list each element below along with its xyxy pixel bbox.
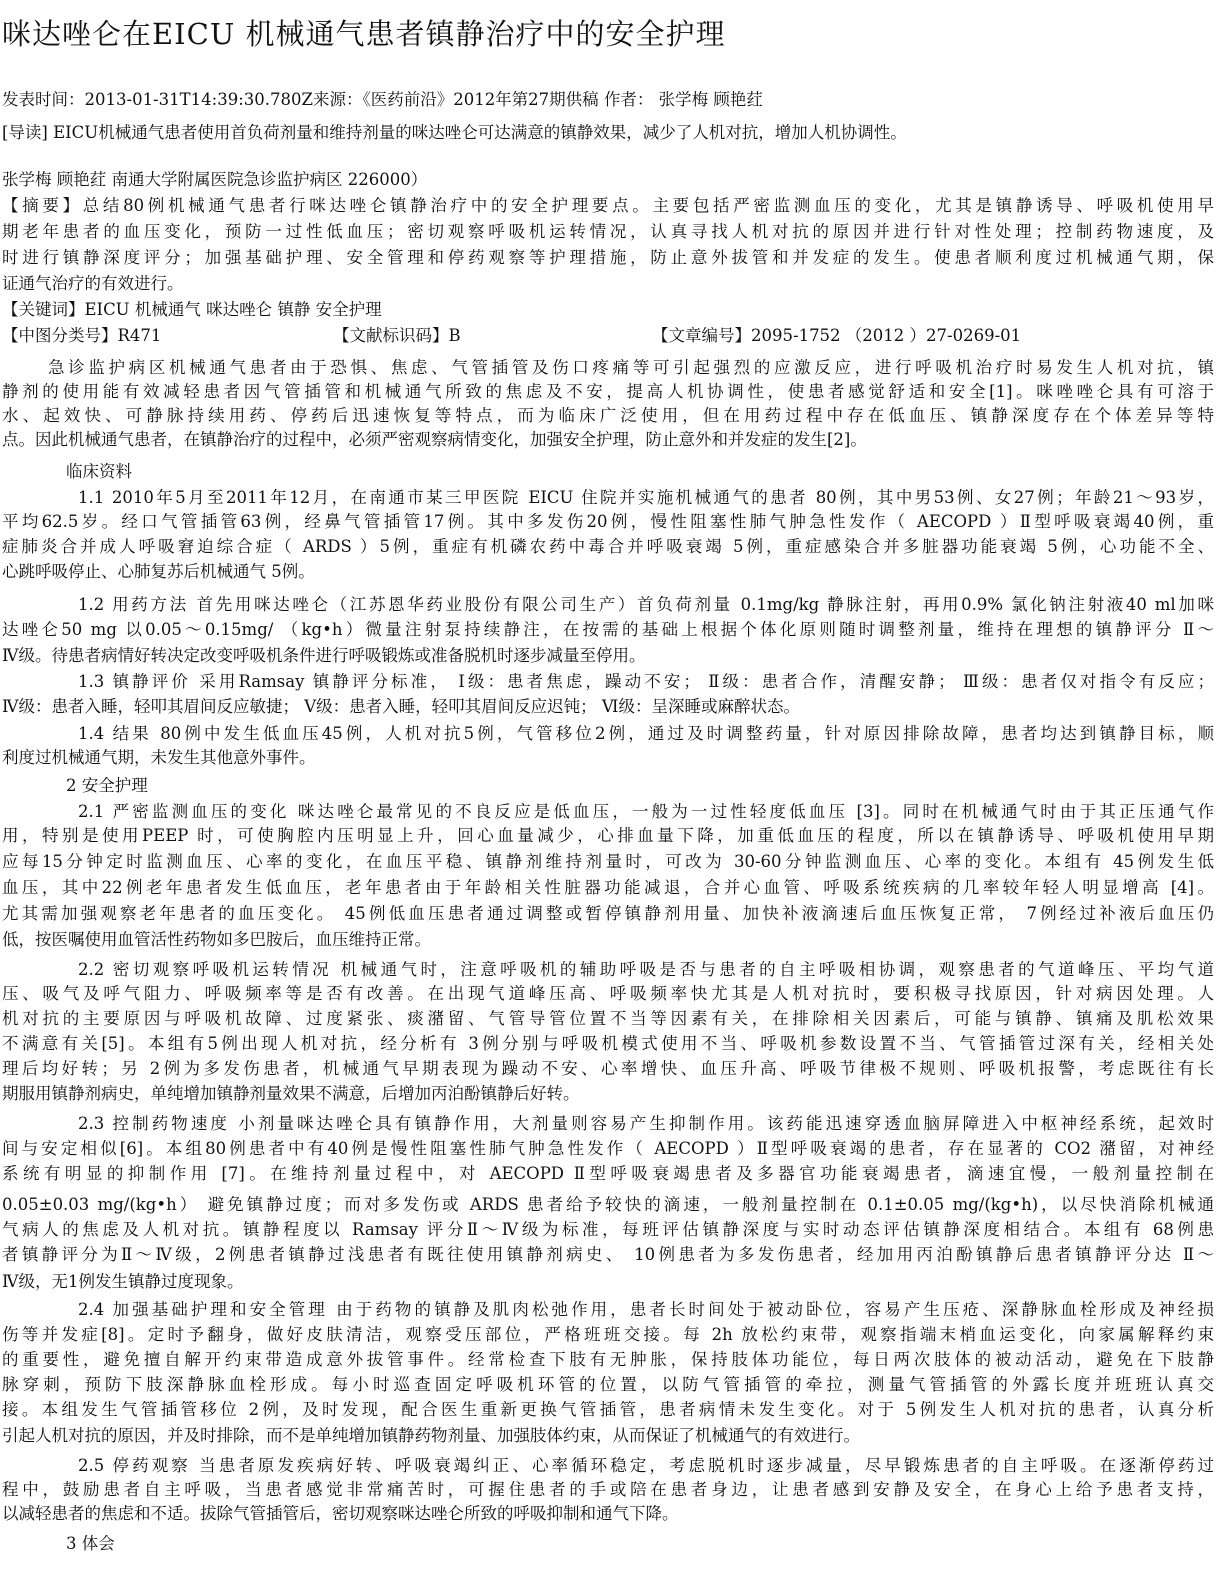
paragraph-line: 低，按医嘱使用血管活性药物如多巴胺后，血压维持正常。	[2, 930, 431, 949]
paragraph-line: 2.4 加强基础护理和安全管理 由于药物的镇静及肌肉松弛作用，患者长时间处于被动卧位，容易产生压疮、深静脉血栓形成及神经损	[78, 1300, 1214, 1319]
article-number: 【文章编号】2095-1752 （2012 ）27-0269-01	[652, 326, 1022, 345]
paragraph-line: 期服用镇静剂病史，单纯增加镇静剂量效果不满意，后增加丙泊酚镇静后好转。	[2, 1084, 580, 1103]
document-code: 【文献标识码】B	[333, 326, 461, 345]
paragraph-line: 尤其需加强观察老年患者的血压变化。 45例低血压患者通过调整或暂停镇静剂用量、加快补液滴速后血压恢复正常， 7例经过补液后血压仍	[2, 904, 1214, 923]
keywords: 【关键词】EICU 机械通气 咪达唑仑 镇静 安全护理	[2, 300, 382, 319]
paragraph-line: 利度过机械通气期，未发生其他意外事件。	[2, 748, 316, 767]
paragraph-line: 压、吸气及呼气阻力、呼吸频率等是否有改善。在出现气道峰压高、呼吸频率快尤其是人机对抗时，要积极寻找原因，针对病因处理。人	[2, 984, 1214, 1003]
paragraph-line: 系统有明显的抑制作用 [7]。在维持剂量过程中，对 AECOPD Ⅱ型呼吸衰竭患者及多器官功能衰竭患者，滴速宜慢，一般剂量控制在	[2, 1164, 1214, 1183]
abstract-line: 时进行镇静深度评分；加强基础护理、安全管理和停药观察等护理措施，防止意外拔管和并发症的发生。使患者顺利度过机械通气期，保	[2, 248, 1214, 267]
paragraph-line: 1.2 用药方法 首先用咪达唑仑（江苏恩华药业股份有限公司生产）首负荷剂量 0.1mg/kg 静脉注射，再用0.9% 氯化钠注射液40 ml加咪	[78, 595, 1214, 614]
intro-line: 水、起效快、可静脉持续用药、停药后迅速恢复等特点，而为临床广泛使用，但在用药过程中存在低血压、镇静深度存在个体差异等特	[2, 406, 1214, 425]
abstract-line: 【摘要】总结80例机械通气患者行咪达唑仑镇静治疗中的安全护理要点。主要包括严密监测血压的变化，尤其是镇静诱导、呼吸机使用早	[2, 196, 1214, 215]
abstract-line: 期老年患者的血压变化，预防一过性低血压；密切观察呼吸机运转情况，认真寻找人机对抗的原因并进行针对性处理；控制药物速度，及	[2, 222, 1214, 241]
paragraph-line: 平均62.5岁。经口气管插管63例，经鼻气管插管17例。其中多发伤20例，慢性阻塞性肺气肿急性发作（ AECOPD ）Ⅱ型呼吸衰竭40例，重	[2, 512, 1214, 531]
paragraph-line: 2.3 控制药物速度 小剂量咪达唑仑具有镇静作用，大剂量则容易产生抑制作用。该药能迅速穿透血脑屏障进入中枢神经系统，起效时	[78, 1114, 1214, 1133]
paragraph-line: 脉穿刺，预防下肢深静脉血栓形成。每小时巡查固定呼吸机环管的位置，以防气管插管的牵拉，测量气管插管的外露长度并班班认真交	[2, 1375, 1214, 1394]
paragraph-line: 应每15分钟定时监测血压、心率的变化，在血压平稳、镇静剂维持剂量时，可改为 30-60分钟监测血压、心率的变化。本组有 45例发生低	[2, 852, 1214, 871]
paragraph-line: 症肺炎合并成人呼吸窘迫综合症（ ARDS ）5例，重症有机磷农药中毒合并呼吸衰竭 5例，重症感染合并多脏器功能衰竭 5例，心功能不全、	[2, 537, 1214, 556]
author-affiliation: 张学梅 顾艳荭 南通大学附属医院急诊监护病区 226000）	[2, 170, 428, 189]
paragraph-line: 1.3 镇静评价 采用Ramsay 镇静评分标准， Ⅰ级：患者焦虑，躁动不安； Ⅱ级：患者合作，清醒安静； Ⅲ级：患者仅对指令有反应；	[78, 672, 1214, 691]
intro-line: 点。因此机械通气患者，在镇静治疗的过程中，必须严密观察病情变化，加强安全护理，防止意外和并发症的发生[2]。	[2, 430, 867, 449]
paragraph-line: 2.1 严密监测血压的变化 咪达唑仑最常见的不良反应是低血压，一般为一过性轻度低血压 [3]。同时在机械通气时由于其正压通气作	[78, 802, 1214, 821]
paragraph-line: 接。本组发生气管插管移位 2例，及时发现，配合医生重新更换气管插管，患者病情未发生变化。对于 5例发生人机对抗的患者，认真分析	[2, 1400, 1214, 1419]
paragraph-line: 间与安定相似[6]。本组80例患者中有40例是慢性阻塞性肺气肿急性发作（ AECOPD ）Ⅱ型呼吸衰竭的患者，存在显著的 CO2 潴留，对神经	[2, 1139, 1214, 1158]
lead-summary: [导读] EICU机械通气患者使用首负荷剂量和维持剂量的咪达唑仑可达满意的镇静效果，减少了人机对抗，增加人机协调性。	[2, 123, 907, 142]
abstract-line: 证通气治疗的有效进行。	[2, 274, 184, 293]
paragraph-line: 0.05±0.03 mg/(kg•h） 避免镇静过度；而对多发伤或 ARDS 患者给予较快的滴速，一般剂量控制在 0.1±0.05 mg/(kg•h)，以尽快消除机械通	[2, 1195, 1214, 1214]
paragraph-line: 1.4 结果 80例中发生低血压45例，人机对抗5例，气管移位2例，通过及时调整药量，针对原因排除故障，患者均达到镇静目标，顺	[78, 724, 1214, 743]
section-heading: 3 体会	[66, 1534, 115, 1553]
paragraph-line: 引起人机对抗的原因，并及时排除，而不是单纯增加镇静药物剂量、加强肢体约束，从而保证了机械通气的有效进行。	[2, 1426, 860, 1445]
section-heading: 2 安全护理	[66, 776, 148, 795]
paragraph-line: Ⅳ级：患者入睡，轻叩其眉间反应敏捷； Ⅴ级：患者入睡，轻叩其眉间反应迟钝； Ⅵ级：呈深睡或麻醉状态。	[2, 697, 800, 716]
paragraph-line: 程中，鼓励患者自主呼吸，当患者感觉非常痛苦时，可握住患者的手或陪在患者身边，让患者感到安静及安全，在身心上给予患者支持，	[2, 1480, 1214, 1499]
paragraph-line: Ⅳ级，无1例发生镇静过度现象。	[2, 1272, 244, 1291]
intro-line: 急诊监护病区机械通气患者由于恐惧、焦虑、气管插管及伤口疼痛等可引起强烈的应激反应，进行呼吸机治疗时易发生人机对抗，镇	[48, 358, 1214, 377]
paragraph-line: Ⅳ级。待患者病情好转决定改变呼吸机条件进行呼吸锻炼或准备脱机时逐步减量至停用。	[2, 646, 646, 665]
paragraph-line: 伤等并发症[8]。定时予翻身，做好皮肤清洁，观察受压部位，严格班班交接。每 2h 放松约束带，观察指端末梢血运变化，向家属解释约束	[2, 1325, 1214, 1344]
paragraph-line: 1.1 2010年5月至2011年12月，在南通市某三甲医院 EICU 住院并实施机械通气的患者 80例，其中男53例、女27例；年龄21～93岁，	[78, 488, 1214, 507]
paragraph-line: 机对抗的主要原因与呼吸机故障、过度紧张、痰潴留、气管导管位置不当等因素有关，在排除相关因素后，可能与镇静、镇痛及肌松效果	[2, 1009, 1214, 1028]
paragraph-line: 理后均好转；另 2例为多发伤患者，机械通气早期表现为躁动不安、心率增快、血压升高、呼吸节律极不规则、呼吸机报警，考虑既往有长	[2, 1059, 1214, 1078]
paragraph-line: 达唑仑50 mg 以0.05～0.15mg/ （kg•h）微量注射泵持续静注，在按需的基础上根据个体化原则随时调整剂量，维持在理想的镇静评分 Ⅱ～	[2, 620, 1214, 639]
paragraph-line: 2.2 密切观察呼吸机运转情况 机械通气时，注意呼吸机的辅助呼吸是否与患者的自主呼吸相协调，观察患者的气道峰压、平均气道	[78, 960, 1214, 979]
intro-line: 静剂的使用能有效减轻患者因气管插管和机械通气所致的焦虑及不安，提高人机协调性，使患者感觉舒适和安全[1]。咪唑唑仑具有可溶于	[2, 382, 1214, 401]
section-heading: 临床资料	[66, 462, 132, 481]
paragraph-line: 用，特别是使用PEEP 时，可使胸腔内压明显上升，回心血量减少，心排血量下降，加重低血压的程度，所以在镇静诱导、呼吸机使用早期	[2, 826, 1214, 845]
paragraph-line: 心跳呼吸停止、心肺复苏后机械通气 5例。	[2, 562, 315, 581]
paragraph-line: 的重要性，避免擅自解开约束带造成意外拔管事件。经常检查下肢有无肿胀，保持肢体功能位，每日两次肢体的被动活动，避免在下肢静	[2, 1350, 1214, 1369]
paragraph-line: 者镇静评分为Ⅱ～Ⅳ级，2例患者镇静过浅患者有既往使用镇静剂病史、 10例患者为多发伤患者，经加用丙泊酚镇静后患者镇静评分达 Ⅱ～	[2, 1245, 1214, 1264]
clc-number: 【中图分类号】R471	[2, 326, 162, 345]
paragraph-line: 不满意有关[5]。本组有5例出现人机对抗，经分析有 3例分别与呼吸机模式使用不当、呼吸机参数设置不当、气管插管过深有关，经相关处	[2, 1034, 1214, 1053]
publish-info: 发表时间：2013-01-31T14:39:30.780Z来源：《医药前沿》2012年第27期供稿 作者： 张学梅 顾艳荭	[2, 90, 763, 109]
paragraph-line: 气病人的焦虑及人机对抗。镇静程度以 Ramsay 评分Ⅱ～Ⅳ级为标准，每班评估镇静深度与实时动态评估镇静深度相结合。本组有 68例患	[2, 1220, 1214, 1239]
paragraph-line: 2.5 停药观察 当患者原发疾病好转、呼吸衰竭纠正、心率循环稳定，考虑脱机时逐步减量，尽早锻炼患者的自主呼吸。在逐渐停药过	[78, 1456, 1214, 1475]
paragraph-line: 血压，其中22例老年患者发生低血压，老年患者由于年龄相关性脏器功能减退，合并心血管、呼吸系统疾病的几率较年轻人明显增高 [4]。	[2, 878, 1214, 897]
article-title: 咪达唑仑在EICU 机械通气患者镇静治疗中的安全护理	[2, 17, 726, 51]
paragraph-line: 以减轻患者的焦虑和不适。拔除气管插管后，密切观察咪达唑仑所致的呼吸抑制和通气下降。	[2, 1504, 679, 1523]
